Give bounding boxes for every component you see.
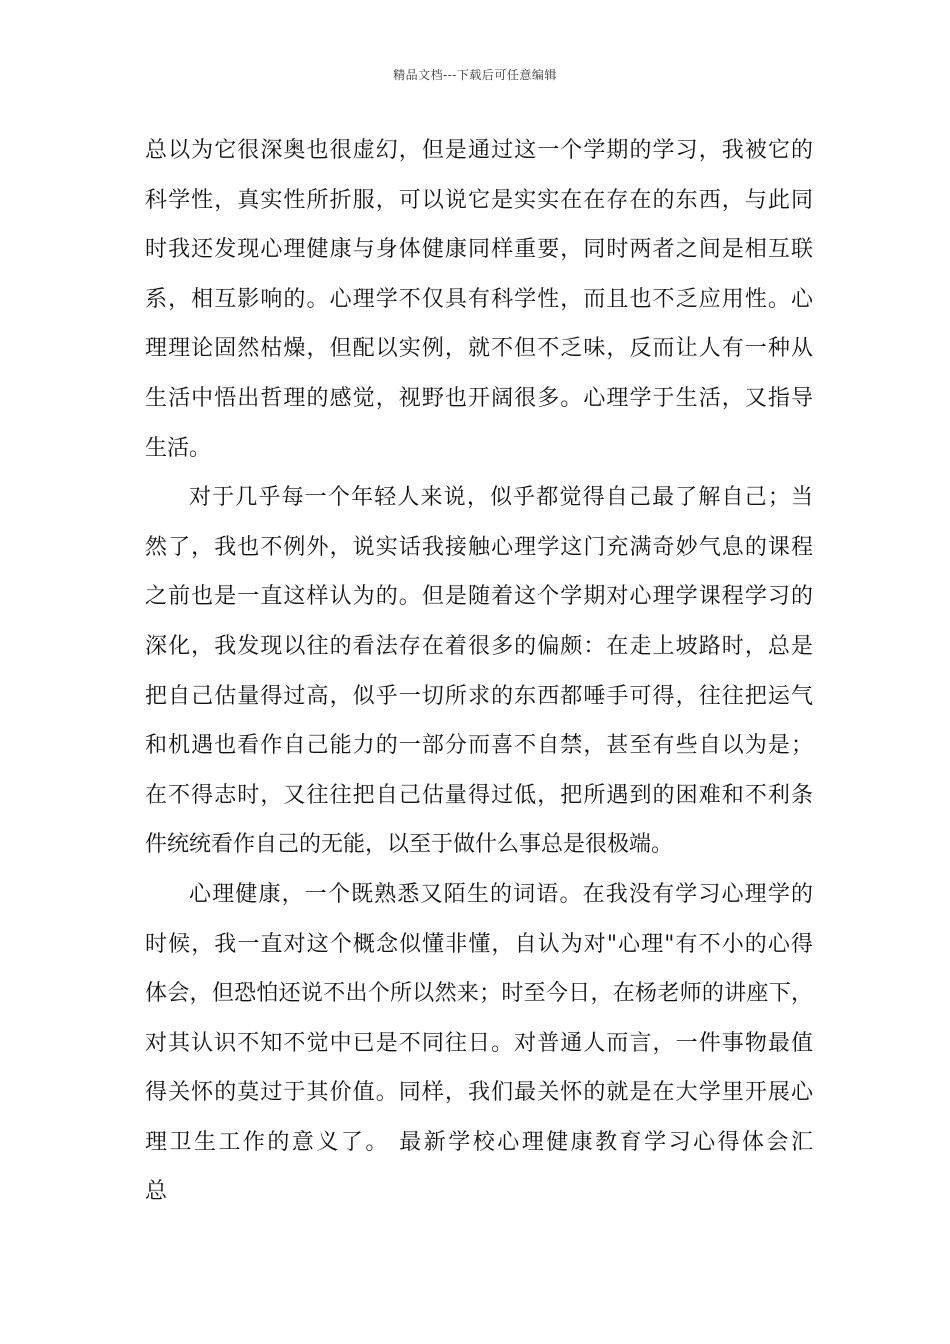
text-line: 件统统看作自己的无能，以至于做什么事总是很极端。: [145, 832, 674, 858]
text-line: 在不得志时，又往往把自己估量得过低，把所遇到的困难和不利条: [145, 782, 813, 808]
page-header: 精品文档---下载后可任意编辑: [393, 68, 557, 82]
text-line: 生活中悟出哲理的感觉，视野也开阔很多。心理学于生活，又指导: [145, 385, 813, 411]
body-text: [145, 126, 813, 1217]
text-line: 时我还发现心理健康与身体健康同样重要，同时两者之间是相互联: [145, 237, 813, 263]
text-line: 心理健康，一个既熟悉又陌生的词语。在我没有学习心理学的: [189, 881, 813, 907]
text-line: 深化，我发现以往的看法存在着很多的偏颇：在走上坡路时，总是: [145, 633, 813, 659]
text-line: 然了，我也不例外，说实话我接触心理学这门充满奇妙气息的课程: [145, 534, 813, 560]
text-line: 时候，我一直对这个概念似懂非懂，自认为对"心理"有不小的心得: [145, 931, 813, 957]
text-line: 系，相互影响的。心理学不仅具有科学性，而且也不乏应用性。心: [145, 286, 813, 312]
text-line: 对其认识不知不觉中已是不同往日。对普通人而言，一件事物最值: [145, 1030, 813, 1056]
text-line: 科学性，真实性所折服，可以说它是实实在在存在的东西，与此同: [145, 187, 813, 213]
text-line: 理理论固然枯燥，但配以实例，就不但不乏味，反而让人有一种从: [145, 336, 813, 362]
text-line: 总: [145, 1179, 168, 1205]
text-line: 体会，但恐怕还说不出个所以然来；时至今日，在杨老师的讲座下，: [145, 981, 813, 1007]
text-line: 得关怀的莫过于其价值。同样，我们最关怀的就是在大学里开展心: [145, 1080, 813, 1106]
text-line: 生活。: [145, 435, 212, 461]
text-line: 理卫生工作的意义了。 最新学校心理健康教育学习心得体会汇: [145, 1129, 813, 1155]
text-line: 和机遇也看作自己能力的一部分而喜不自禁，甚至有些自以为是；: [145, 733, 813, 759]
text-line: 之前也是一直这样认为的。但是随着这个学期对心理学课程学习的: [145, 584, 813, 610]
text-line: 对于几乎每一个年轻人来说，似乎都觉得自己最了解自己；当: [189, 485, 813, 511]
text-line: 总以为它很深奥也很虚幻，但是通过这一个学期的学习，我被它的: [145, 138, 813, 163]
text-line: 把自己估量得过高，似乎一切所求的东西都唾手可得，往往把运气: [145, 683, 813, 709]
